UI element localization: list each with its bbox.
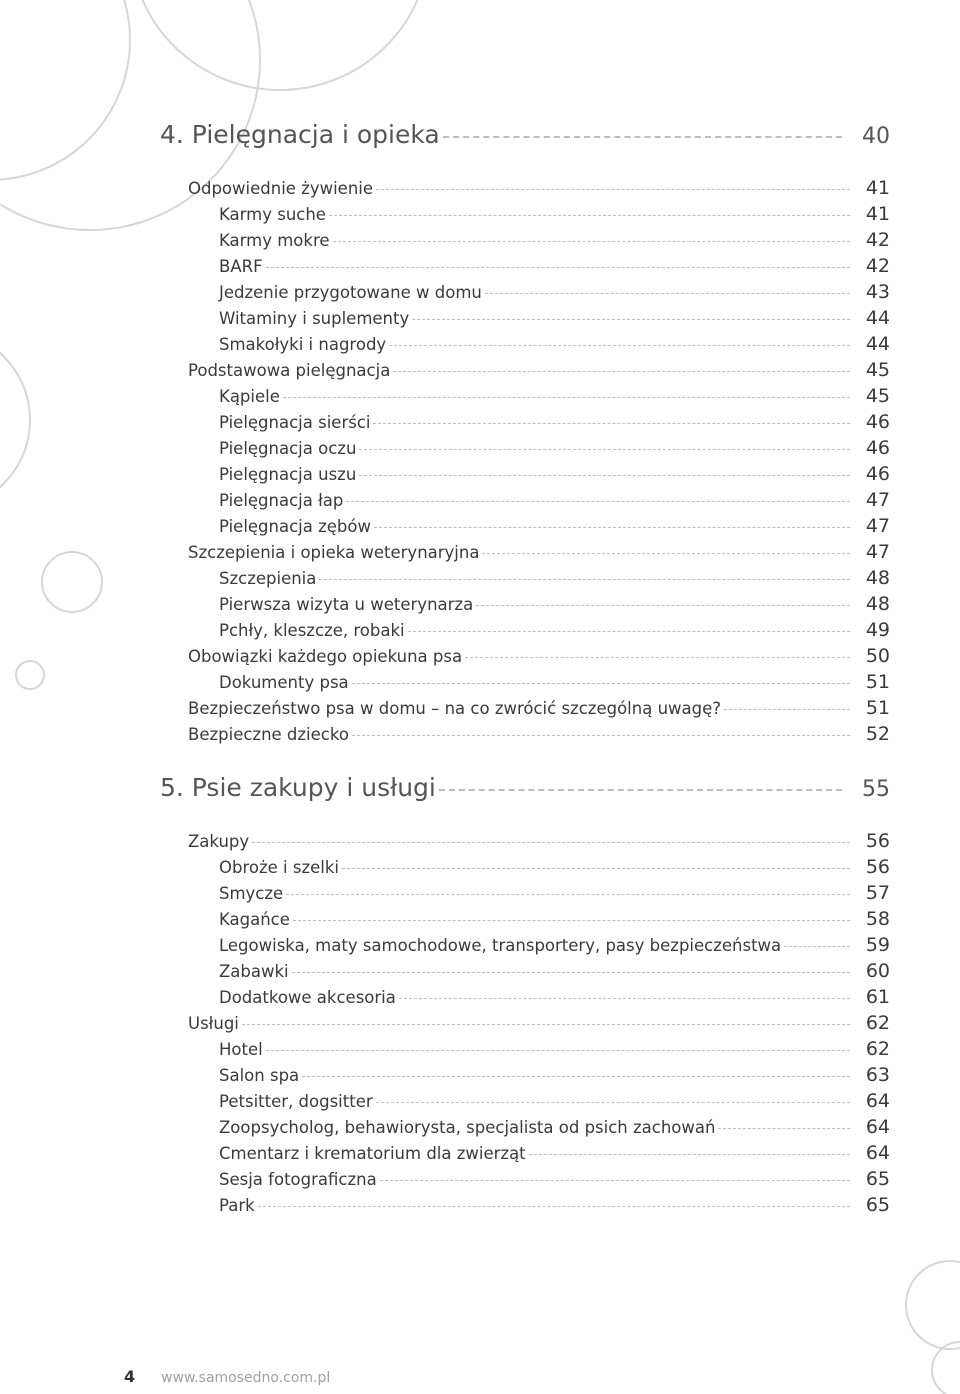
toc-entry-page: 63: [865, 1064, 890, 1086]
toc-entry[interactable]: [188, 645, 890, 671]
toc-entry[interactable]: [188, 541, 890, 567]
toc-entry-label: Dodatkowe akcesoria: [219, 988, 396, 1007]
toc-entry-page: 47: [865, 515, 890, 537]
toc-entry-page: 62: [865, 1012, 890, 1034]
toc-entry[interactable]: [219, 1090, 890, 1116]
dot-leader: [376, 189, 850, 190]
toc-entry-page: 47: [865, 489, 890, 511]
toc-entry-page: 48: [865, 567, 890, 589]
dot-leader: [258, 1206, 850, 1207]
dot-leader: [352, 683, 850, 684]
toc-entry-label: Smycze: [219, 884, 284, 903]
toc-entry-page: 41: [865, 203, 890, 225]
dot-leader: [443, 136, 842, 138]
toc-entry[interactable]: [219, 619, 890, 645]
toc-entry-page: 56: [865, 856, 890, 878]
toc-entry[interactable]: [219, 934, 890, 960]
toc-entry[interactable]: [188, 697, 890, 723]
toc-entry-page: 51: [865, 697, 890, 719]
toc-entry-page: 47: [865, 541, 890, 563]
toc-entry-label: Pielęgnacja łap: [219, 491, 344, 510]
toc-entry-label: Salon spa: [219, 1066, 300, 1085]
dot-leader: [724, 709, 850, 710]
toc-entry-page: 65: [865, 1168, 890, 1190]
deco-circle-medium: [0, 0, 130, 180]
dot-leader: [465, 657, 850, 658]
toc-entry-label: Karmy suche: [219, 205, 326, 224]
dot-leader: [482, 553, 850, 554]
dot-leader: [529, 1154, 850, 1155]
toc-entry-page: 46: [865, 463, 890, 485]
dot-leader: [359, 449, 850, 450]
chapter-page: 40: [862, 124, 890, 149]
toc-entry-page: 44: [865, 333, 890, 355]
toc-entry-label: Smakołyki i nagrody: [219, 335, 387, 354]
toc-entry-page: 61: [865, 986, 890, 1008]
dot-leader: [373, 423, 850, 424]
dot-leader: [342, 868, 850, 869]
toc-entry-page: 64: [865, 1116, 890, 1138]
chapter-heading[interactable]: [160, 773, 890, 802]
toc-entry[interactable]: [219, 281, 890, 307]
toc-entry-label: Sesja fotograficzna: [219, 1170, 377, 1189]
toc-entry-label: Petsitter, dogsitter: [219, 1092, 373, 1111]
toc-entry-page: 52: [865, 723, 890, 745]
toc-entry[interactable]: [219, 385, 890, 411]
toc-entry-label: Zoopsycholog, behawiorysta, specjalista od psich zachowań: [219, 1118, 716, 1137]
toc-entry[interactable]: [219, 1194, 890, 1220]
toc-entry-label: Legowiska, maty samochodowe, transportery, pasy bezpieczeństwa: [219, 936, 782, 955]
toc-entry[interactable]: [219, 515, 890, 541]
chapter-heading[interactable]: [160, 120, 890, 149]
dot-leader: [333, 241, 850, 242]
toc-entry-page: 51: [865, 671, 890, 693]
dot-leader: [718, 1128, 850, 1129]
toc-entry-page: 43: [865, 281, 890, 303]
dot-leader: [380, 1180, 850, 1181]
toc-entry-label: Pchły, kleszcze, robaki: [219, 621, 405, 640]
toc-entry[interactable]: [188, 723, 890, 749]
deco-circle-left-small: [16, 661, 44, 689]
toc-entry[interactable]: [219, 882, 890, 908]
deco-circle-bottom-right: [906, 1261, 960, 1349]
toc-entry[interactable]: [219, 1142, 890, 1168]
toc-entry[interactable]: [219, 567, 890, 593]
toc-entry-page: 60: [865, 960, 890, 982]
toc-entry[interactable]: [219, 593, 890, 619]
dot-leader: [408, 631, 850, 632]
toc-entry-page: 64: [865, 1142, 890, 1164]
toc-entry-label: Obroże i szelki: [219, 858, 339, 877]
toc-entry-label: Hotel: [219, 1040, 263, 1059]
toc-entry[interactable]: [188, 177, 890, 203]
dot-leader: [439, 789, 842, 791]
toc-entry-label: Pielęgnacja uszu: [219, 465, 357, 484]
toc-entry[interactable]: [219, 333, 890, 359]
toc-entry-page: 64: [865, 1090, 890, 1112]
toc-entry-label: Pielęgnacja sierści: [219, 413, 371, 432]
toc-entry[interactable]: [219, 411, 890, 437]
toc-entry[interactable]: [188, 830, 890, 856]
toc-entry-label: Karmy mokre: [219, 231, 330, 250]
dot-leader: [329, 215, 850, 216]
toc-entry-label: Park: [219, 1196, 255, 1215]
toc-entry[interactable]: [219, 489, 890, 515]
toc-entry-page: 50: [865, 645, 890, 667]
toc-entry-page: 45: [865, 359, 890, 381]
dot-leader: [359, 475, 850, 476]
deco-circle-left-mid: [42, 552, 102, 612]
dot-leader: [376, 1102, 850, 1103]
toc-entry-label: Witaminy i suplementy: [219, 309, 410, 328]
chapter-title: 4. Pielęgnacja i opieka: [160, 120, 440, 149]
toc-entry[interactable]: [219, 203, 890, 229]
toc-entry[interactable]: [219, 229, 890, 255]
dot-leader: [266, 1050, 850, 1051]
toc-entry[interactable]: [219, 1116, 890, 1142]
dot-leader: [399, 998, 850, 999]
toc-entry[interactable]: [219, 1064, 890, 1090]
toc-entry-label: Obowiązki każdego opiekuna psa: [188, 647, 463, 666]
page-footer: [124, 1367, 330, 1386]
toc-entry-page: 57: [865, 882, 890, 904]
dot-leader: [393, 371, 850, 372]
toc-entry-page: 48: [865, 593, 890, 615]
dot-leader: [266, 267, 850, 268]
toc-entry-label: Zabawki: [219, 962, 289, 981]
toc-entry-label: Pielęgnacja oczu: [219, 439, 357, 458]
toc-entry-page: 65: [865, 1194, 890, 1216]
dot-leader: [286, 894, 850, 895]
dot-leader: [302, 1076, 850, 1077]
toc-entry-label: Podstawowa pielęgnacja: [188, 361, 391, 380]
dot-leader: [476, 605, 850, 606]
dot-leader: [242, 1024, 850, 1025]
toc-entry-label: Kagańce: [219, 910, 290, 929]
toc-entry-page: 46: [865, 411, 890, 433]
deco-circle-top-right: [130, 0, 430, 90]
toc-entry-page: 59: [865, 934, 890, 956]
page-number: 4: [124, 1367, 136, 1386]
footer-url[interactable]: www.samosedno.com.pl: [161, 1370, 331, 1386]
toc-entry-label: BARF: [219, 257, 263, 276]
dot-leader: [485, 293, 850, 294]
toc-entry[interactable]: [219, 856, 890, 882]
dot-leader: [346, 501, 850, 502]
dot-leader: [784, 946, 850, 947]
dot-leader: [374, 527, 850, 528]
toc-entry-page: 49: [865, 619, 890, 641]
toc-entry-page: 42: [865, 255, 890, 277]
toc-entry-label: Odpowiednie żywienie: [188, 179, 374, 198]
chapter-title: 5. Psie zakupy i usługi: [160, 773, 436, 802]
toc-entry-label: Cmentarz i krematorium dla zwierząt: [219, 1144, 526, 1163]
dot-leader: [352, 735, 850, 736]
toc-entry-label: Szczepienia i opieka weterynaryjna: [188, 543, 480, 562]
toc-entry-label: Dokumenty psa: [219, 673, 349, 692]
toc-entry-page: 44: [865, 307, 890, 329]
dot-leader: [412, 319, 850, 320]
toc-entry-label: Szczepienia: [219, 569, 317, 588]
toc-entry-label: Bezpieczne dziecko: [188, 725, 349, 744]
chapter-page: 55: [862, 777, 890, 802]
toc-entry-label: Kąpiele: [219, 387, 280, 406]
dot-leader: [292, 972, 850, 973]
toc-entry-page: 58: [865, 908, 890, 930]
toc-entry-label: Pielęgnacja zębów: [219, 517, 371, 536]
deco-circle-side: [0, 330, 30, 510]
toc-entry-page: 41: [865, 177, 890, 199]
toc-entry[interactable]: [219, 437, 890, 463]
toc-entry-page: 62: [865, 1038, 890, 1060]
dot-leader: [293, 920, 850, 921]
toc-entry-page: 56: [865, 830, 890, 852]
dot-leader: [389, 345, 850, 346]
toc-entry[interactable]: [219, 307, 890, 333]
toc-entry[interactable]: [219, 1038, 890, 1064]
toc-entry-label: Pierwsza wizyta u weterynarza: [219, 595, 474, 614]
dot-leader: [319, 579, 850, 580]
dot-leader: [283, 397, 850, 398]
toc-entry-label: Bezpieczeństwo psa w domu – na co zwrócić szczególną uwagę?: [188, 699, 722, 718]
toc-entry-label: Zakupy: [188, 832, 250, 851]
toc-entry[interactable]: [219, 1168, 890, 1194]
toc-entry[interactable]: [219, 671, 890, 697]
toc-entry-page: 46: [865, 437, 890, 459]
toc-entry[interactable]: [188, 1012, 890, 1038]
toc-entry[interactable]: [188, 359, 890, 385]
dot-leader: [252, 842, 850, 843]
toc-entry-label: Usługi: [188, 1014, 239, 1033]
toc-entry[interactable]: [219, 255, 890, 281]
toc-entry[interactable]: [219, 986, 890, 1012]
toc-entry-page: 42: [865, 229, 890, 251]
toc-entry[interactable]: [219, 960, 890, 986]
toc-entry[interactable]: [219, 908, 890, 934]
toc-entry-label: Jedzenie przygotowane w domu: [219, 283, 482, 302]
toc-entry[interactable]: [219, 463, 890, 489]
toc-entry-page: 45: [865, 385, 890, 407]
